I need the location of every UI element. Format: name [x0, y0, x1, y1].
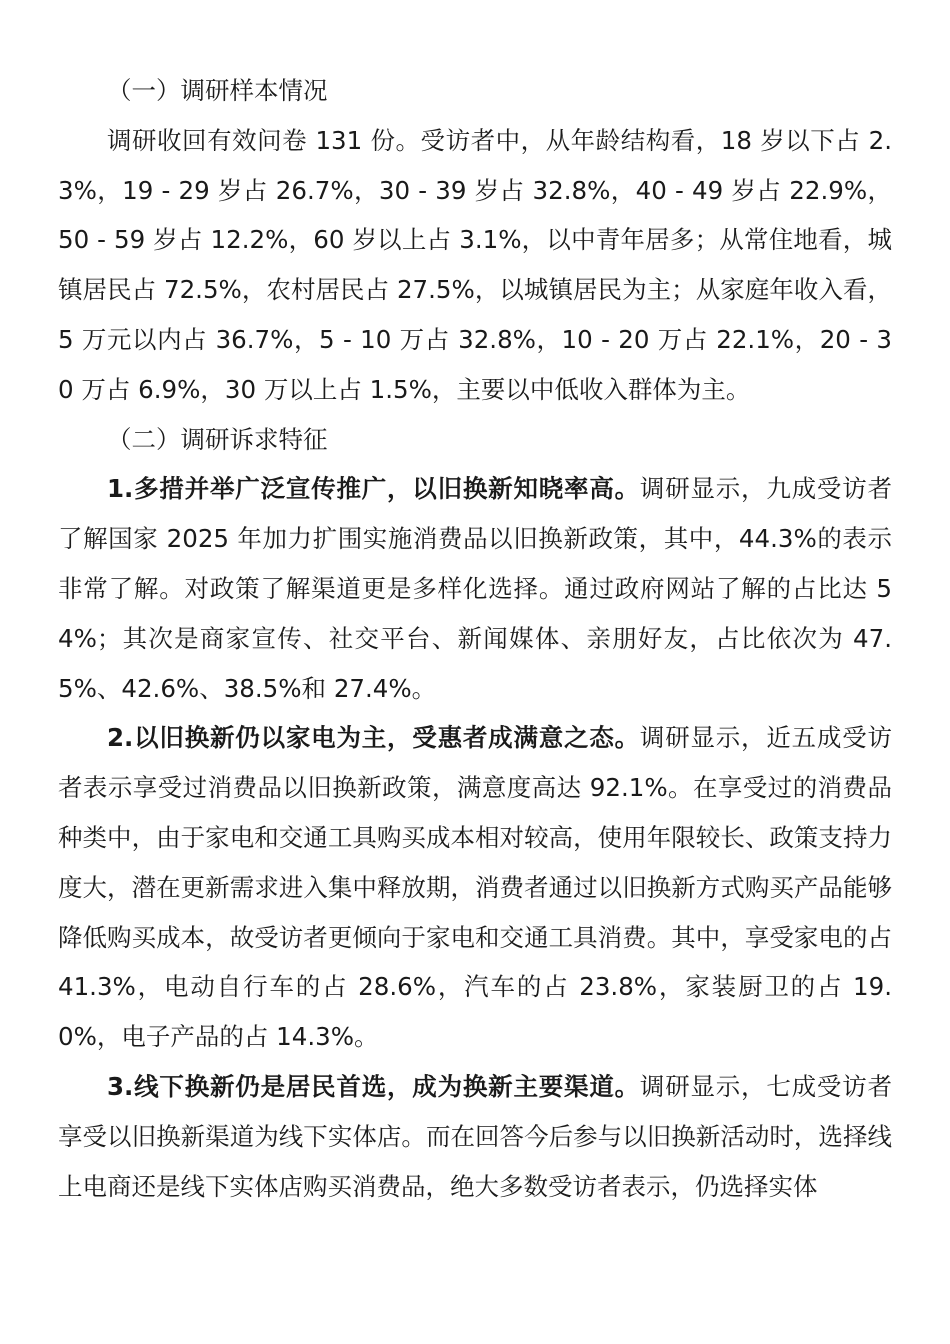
finding-1-lead: 1.多措并举广泛宣传推广，以旧换新知晓率高。 — [107, 474, 640, 504]
finding-2-lead: 2.以旧换新仍以家电为主，受惠者成满意之态。 — [107, 723, 640, 753]
finding-3-lead: 3.线下换新仍是居民首选，成为换新主要渠道。 — [107, 1071, 640, 1101]
paragraph-finding-3 — [58, 1062, 892, 1211]
section-heading-demands: （二）调研诉求特征 — [107, 424, 328, 454]
document-page — [58, 66, 892, 1211]
finding-3-body: 调研显示，七成受访者享受以旧换新渠道为线下实体店。而在回答今后参与以旧换新活动时，选择线上电商还是线下实体店购买消费品，绝大多数受访者表示，仍选择实体 — [58, 1071, 892, 1201]
finding-1-body: 调研显示，九成受访者了解国家 2025 年加力扩围实施消费品以旧换新政策，其中，44.3%的表示非常了解。对政策了解渠道更是多样化选择。通过政府网站了解的占比达 54%；其次是商家宣传、社交平台、新闻媒体、亲朋好友，占比依次为 47.5%、42.6%、38.5%和 27.4%。 — [58, 474, 892, 703]
paragraph-finding-2 — [58, 713, 892, 1062]
finding-2-body: 调研显示，近五成受访者表示享受过消费品以旧换新政策，满意度高达 92.1%。在享受过的消费品种类中，由于家电和交通工具购买成本相对较高，使用年限较长、政策支持力度大，潜在更新需求进入集中释放期，消费者通过以旧换新方式购买产品能够降低购买成本，故受访者更倾向于家电和交通工具消费。其中，享受家电的占 41.3%，电动自行车的占 28.6%，汽车的占 23.8%，家装厨卫的占 19.0%，电子产品的占 14.3%。 — [58, 723, 892, 1052]
paragraph-sample-description: 调研收回有效问卷 131 份。受访者中，从年龄结构看，18 岁以下占 2.3%，19 - 29 岁占 26.7%，30 - 39 岁占 32.8%，40 - 49 岁占 22.9%，50 - 59 岁占 12.2%，60 岁以上占 3.1%，以中青年居多；从常住地看，城镇居民占 72.5%，农村居民占 27.5%，以城镇居民为主；从家庭年收入看，5 万元以内占 36.7%，5 - 10 万占 32.8%，10 - 20 万占 22.1%，20 - 30 万占 6.9%，30 万以上占 1.5%，主要以中低收入群体为主。 — [58, 125, 892, 404]
paragraph-finding-1 — [58, 464, 892, 713]
section-heading-sample: （一）调研样本情况 — [107, 76, 328, 105]
